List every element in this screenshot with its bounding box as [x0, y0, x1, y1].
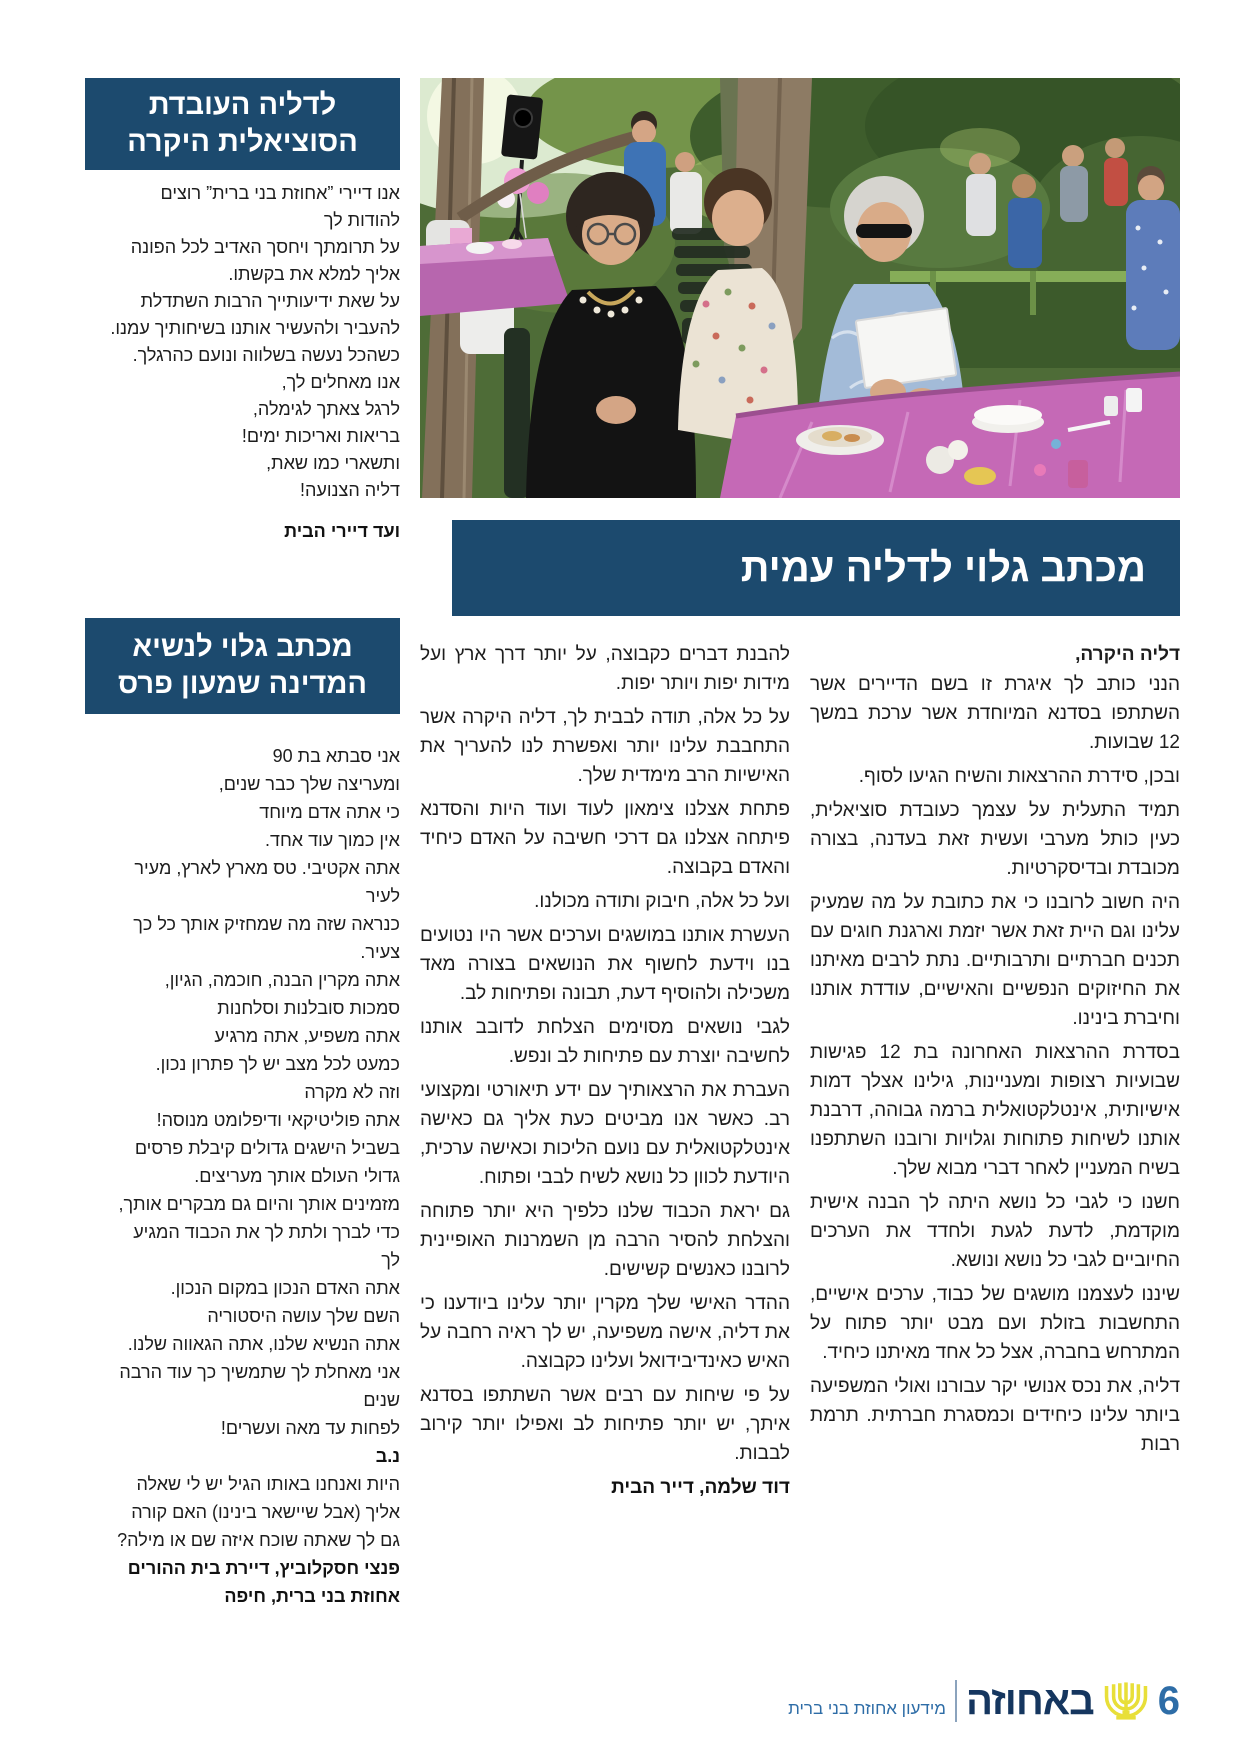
text-line: שנים — [363, 1390, 400, 1410]
paragraph: בסדרת ההרצאות האחרונה בת 12 פגישות שבועיות רצופות ומעניינות, גילינו אצלך דמות אישיותית, אינטלקטואלית ברמה גבוהה, דרבנת אותנו לשיחות פתוחות וגלויות ורובנו השתתפנו בשיח המעניין לאחר דברי מבוא שלך. — [810, 1042, 1180, 1179]
article1-title-banner — [85, 78, 400, 170]
text-line: לעיר — [365, 886, 400, 906]
text-line: להודות לך — [323, 210, 400, 230]
text-line: אין כמוך עוד אחד. — [264, 830, 400, 850]
article1-title: לדליה העובדת הסוציאלית היקרה — [127, 89, 358, 158]
text-line: על שאת ידיעותייך הרבות השתדלת — [140, 291, 400, 311]
paragraph: תמיד התעלית על עצמך כעובדת סוציאלית, כעין כותל מערבי ועשית זאת בעדנה, בצורה מכובדת ובדיסקרטיות. — [810, 800, 1180, 879]
text-line: אני סבתא בת 90 — [272, 746, 400, 766]
text-line: על תרומתך ויחסך האדיב לכל הפונה — [130, 237, 400, 257]
article2-title-banner — [85, 618, 400, 714]
newsletter-logo: באחוזה — [965, 1679, 1094, 1723]
right-paragraphs — [810, 670, 1180, 1459]
text-line: בריאות ואריכות ימים! — [241, 426, 400, 446]
text-line: בשביל הישגים גדולים קיבלת פרסים — [134, 1138, 400, 1158]
text-line: סמכות סובלנות וסלחנות — [217, 998, 400, 1018]
text-line: גדולי העולם אותך מעריצים. — [194, 1166, 400, 1186]
article2-ps-lines — [85, 1470, 400, 1554]
paragraph: על כל אלה, תודה לבבית לך, דליה היקרה אשר התחבבת עלינו יותר ואפשרת לנו להעריך את האישיות הרב מימדית שלך. — [420, 707, 790, 786]
text-line: אליך למלא את בקשתו. — [228, 264, 400, 284]
text-line: אליך (אבל שיישאר בינינו) האם קורה — [131, 1502, 400, 1522]
text-line: גם לך שאתה שוכח איזה שם או מילה? — [117, 1530, 400, 1550]
main-article-signature: דוד שלמה, דייר הבית — [611, 1477, 790, 1498]
main-article-title: מכתב גלוי לדליה עמית — [740, 545, 1146, 590]
paragraph: העשרת אותנו במושגים וערכים אשר היו נטועים בנו וידעת לחשוף את הנושאים בצורה מאד משכילה ולהוסיף דעת, תבונה ופתיחות לב. — [420, 925, 790, 1004]
paragraph: ובכן, סידרת ההרצאות והשיח הגיעו לסוף. — [858, 766, 1180, 787]
main-article-column-right — [810, 640, 1180, 1464]
article1-body — [85, 180, 400, 545]
text-line: דליה הצנועה! — [299, 480, 400, 500]
main-article-title-banner — [452, 520, 1180, 616]
paragraph: על פי שיחות עם רבים אשר השתתפו בסדנא איתך, יש יותר פתיחות לב ואפילו יותר קירוב לבבות. — [420, 1385, 790, 1464]
footer-tagline: מידעון אחוזת בני ברית — [788, 1698, 946, 1718]
paragraph: להבנת דברים כקבוצה, על יותר דרך ארץ ועל מידות יפות ויותר יפות. — [420, 644, 790, 694]
text-line: כנראה שזה מה שמחזיק אותך כל כך — [133, 914, 400, 934]
text-line: כדי לברך ולתת לך את הכבוד המגיע — [133, 1222, 400, 1242]
article2-lines — [85, 742, 400, 1442]
text-line: אנו דיירי ”אחוזת בני ברית” רוצים — [160, 183, 400, 203]
text-line: כמעט לכל מצב יש לך פתרון נכון. — [155, 1054, 400, 1074]
text-line: השם שלך עושה היסטוריה — [207, 1306, 400, 1326]
article2-body — [85, 742, 400, 1610]
text-line: מזמינים אותך והיום גם מבקרים אותך, — [118, 1194, 400, 1214]
text-line: אני מאחלת לך שתמשיך כך עוד הרבה — [119, 1362, 400, 1382]
text-line: ותשארי כמו שאת, — [266, 453, 400, 473]
text-line: אנו מאחלים לך, — [281, 372, 400, 392]
article2-signature-2: אחוזת בני ברית, חיפה — [224, 1586, 400, 1606]
paragraph: גם יראת הכבוד שלנו כלפיך היא יותר פתוחה והצלחת להסיר הרבה מן השמרנות האופיינית לרובנו כאנשים קשישים. — [420, 1201, 790, 1280]
speaker-icon — [501, 94, 543, 159]
text-line: היות ואנחנו באותו הגיל יש לי שאלה — [136, 1474, 400, 1494]
text-line: וזה לא מקרה — [304, 1082, 400, 1102]
text-line: אתה משפיע, אתה מרגיע — [214, 1026, 400, 1046]
article2-ps-label: נ.ב — [375, 1446, 400, 1466]
text-line: צעיר. — [360, 942, 400, 962]
page-number: 6 — [1157, 1679, 1180, 1723]
text-line: אתה פוליטיקאי ודיפלומט מנוסה! — [156, 1110, 400, 1130]
paragraph: ההדר האישי שלך מקרין יותר עלינו ביודענו כי את דליה, אישה משפיעה, יש לך ראיה רחבה על האיש כאינדיבידואל ועלינו כקבוצה. — [420, 1293, 790, 1372]
paragraph: שיננו לעצמנו מושגים של כבוד, ערכים אישיים, התחשבות בזולת ועם מבט יותר פתוח על המתרחש בחברה, אצל כל אחד מאיתנו כיחיד. — [810, 1284, 1180, 1363]
paragraph: העברת את הרצאותיך עם ידע תיאורטי ומקצועי רב. כאשר אנו מביטים כעת אליך גם כאישה אינטלקטואלית עם נועם הליכות וכאישה ערכית, היודעת לכוון כל נושא לשיח לבבי ופתוח. — [420, 1080, 790, 1188]
paragraph: חשנו כי לגבי כל נושא היתה לך הבנה אישית מוקדמת, לדעת לגעת ולחדד את הערכים החיוביים לגבי כל נושא ונושא. — [810, 1192, 1180, 1271]
paragraph: פתחת אצלנו צימאון לעוד ועוד היות והסדנא פיתחה אצלנו גם דרכי חשיבה על האדם כיחיד והאדם בקבוצה. — [420, 799, 790, 878]
paragraph: ועל כל אלה, חיבוק ותודה מכולנו. — [534, 891, 790, 912]
paragraph: הנני כותב לך איגרת זו בשם הדיירים אשר השתתפו בסדנא המיוחדת אשר ערכת במשך 12 שבועות. — [810, 674, 1180, 753]
paragraph: דליה, את נכס אנושי יקר עבורנו ואולי המשפיעה ביותר עלינו כיחידים וכמסגרת חברתית. תרמת רבות — [810, 1376, 1180, 1455]
article2-signature-1: פנצי חסקלוביץ, דיירת בית ההורים — [127, 1558, 400, 1578]
paragraph: לגבי נושאים מסוימים הצלחת לדובב אותנו לחשיבה יוצרת עם פתיחות לב ונפש. — [420, 1017, 790, 1067]
text-line: אתה אקטיבי. טס מארץ לארץ, מעיר — [134, 858, 400, 878]
text-line: לרגל צאתך לגימלה, — [252, 399, 400, 419]
article2-title: מכתב גלוי לנשיא המדינה שמעון פרס — [117, 631, 368, 700]
page-footer — [788, 1680, 1180, 1722]
event-photo — [420, 78, 1180, 498]
text-line: להעביר ולהעשיר אותנו בשיחותיך עמנו. — [110, 318, 400, 338]
article1-signature: ועד דיירי הבית — [284, 521, 400, 541]
garden-party-illustration — [420, 78, 1180, 498]
text-line: לפחות עד מאה ועשרים! — [220, 1418, 400, 1438]
main-article-column-middle — [420, 640, 790, 1502]
text-line: אתה האדם הנכון במקום הנכון. — [170, 1278, 400, 1298]
text-line: ומעריצה שלך כבר שנים, — [218, 774, 400, 794]
text-line: כשהכל נעשה בשלווה ונועם כהרגלך. — [132, 345, 400, 365]
text-line: אתה הנשיא שלנו, אתה הגאווה שלנו. — [127, 1334, 400, 1354]
text-line: לך — [381, 1250, 400, 1270]
salutation: דליה היקרה, — [1075, 644, 1180, 665]
article1-lines — [85, 180, 400, 504]
menorah-icon — [1103, 1680, 1149, 1722]
text-line: כי אתה אדם מיוחד — [259, 802, 400, 822]
paragraph: היה חשוב לרובנו כי את כתובת על מה שמעיק עלינו וגם היית זאת אשר יזמת וארגנת חוגים עם תכנים חברתיים ותרבותיים. נתת לרבים מאיתנו את החיזוקים הנפשיים והאישיים, עודדת אותנו וחיברת בינינו. — [810, 892, 1180, 1029]
text-line: אתה מקרין הבנה, חוכמה, הגיון, — [164, 970, 400, 990]
footer-divider — [955, 1680, 957, 1722]
middle-paragraphs — [420, 640, 790, 1468]
